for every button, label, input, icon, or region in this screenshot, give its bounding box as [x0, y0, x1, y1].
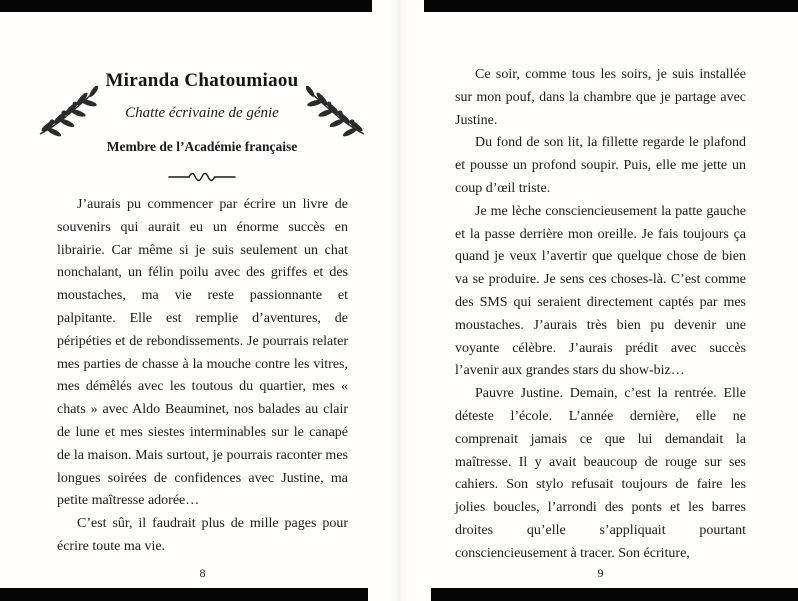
- left-page-text: [57, 194, 348, 559]
- olive-branch-icon: [36, 86, 98, 140]
- olive-branch-icon: [306, 86, 368, 140]
- paragraph: C’est sûr, il faudrait plus de mille pages pour écrire toute ma vie.: [57, 516, 348, 554]
- author-affiliation: Membre de l’Académie française: [106, 139, 298, 154]
- paragraph: Ce soir, comme tous les soirs, je suis installée sur mon pouf, dans la chambre que je partage avec Justine.: [455, 67, 746, 128]
- page-number-right: 9: [597, 566, 604, 580]
- paragraph: Pauvre Justine. Demain, c’est la rentrée. Elle déteste l’école. L’année dernière, elle ne comprenait jamais ce que lui demandait la maîtresse. Il y avait beaucoup de rouge sur ses cahiers. Son stylo refusait toujours de faire les jolies boucles, l’arrondi des ponts et les barres droites qu’elle s’appliquait pourtant consciencieusement à tracer. Son écriture,: [455, 386, 746, 561]
- paragraph: Du fond de son lit, la fillette regarde le plafond et pousse un profond soupir. Puis, elle me jette un coup d’œil triste.: [455, 135, 746, 196]
- paragraph: J’aurais pu commencer par écrire un livre de souvenirs qui aurait eu un énorme succès en librairie. Car même si je suis seulement un chat nonchalant, un félin poilu avec des griffes et des moustaches, ma vie reste passionnante et palpitante. Elle est remplie d’aventures, de péripéties et de rebondissements. Je pourrais relater mes parties de chasse à la mouche contre les vitres, mes démêlés avec les toutous du quartier, mes « chats » avec Aldo Beauminet, nos balades au clair de lune et mes siestes interminables sur le canapé de la maison. Mais surtout, je pourrais raconter mes longues soirées de confidences avec Justine, ma petite maîtresse adorée…: [57, 197, 348, 509]
- right-page: [399, 0, 798, 601]
- paragraph: Je me lèche consciencieusement la patte gauche et la passe derrière mon oreille. Je fais toujours ça quand je veux l’avertir que quelque chose de bien va se produire. Je sens ces choses-là. C’est comme des SMS qui seraient directement captés par mes moustaches. J’aurais très bien pu devenir une voyante célèbre. J’aurais prédit avec succès l’avenir aux grandes stars du show-biz…: [455, 203, 746, 379]
- page-number-left: 8: [199, 566, 206, 580]
- author-subtitle: Chatte écrivaine de génie: [125, 105, 279, 121]
- right-page-text: [455, 64, 746, 566]
- rope-squiggle-divider-icon: [52, 170, 352, 184]
- author-title: Miranda Chatoumiaou: [105, 70, 299, 91]
- chapter-header: [52, 70, 352, 184]
